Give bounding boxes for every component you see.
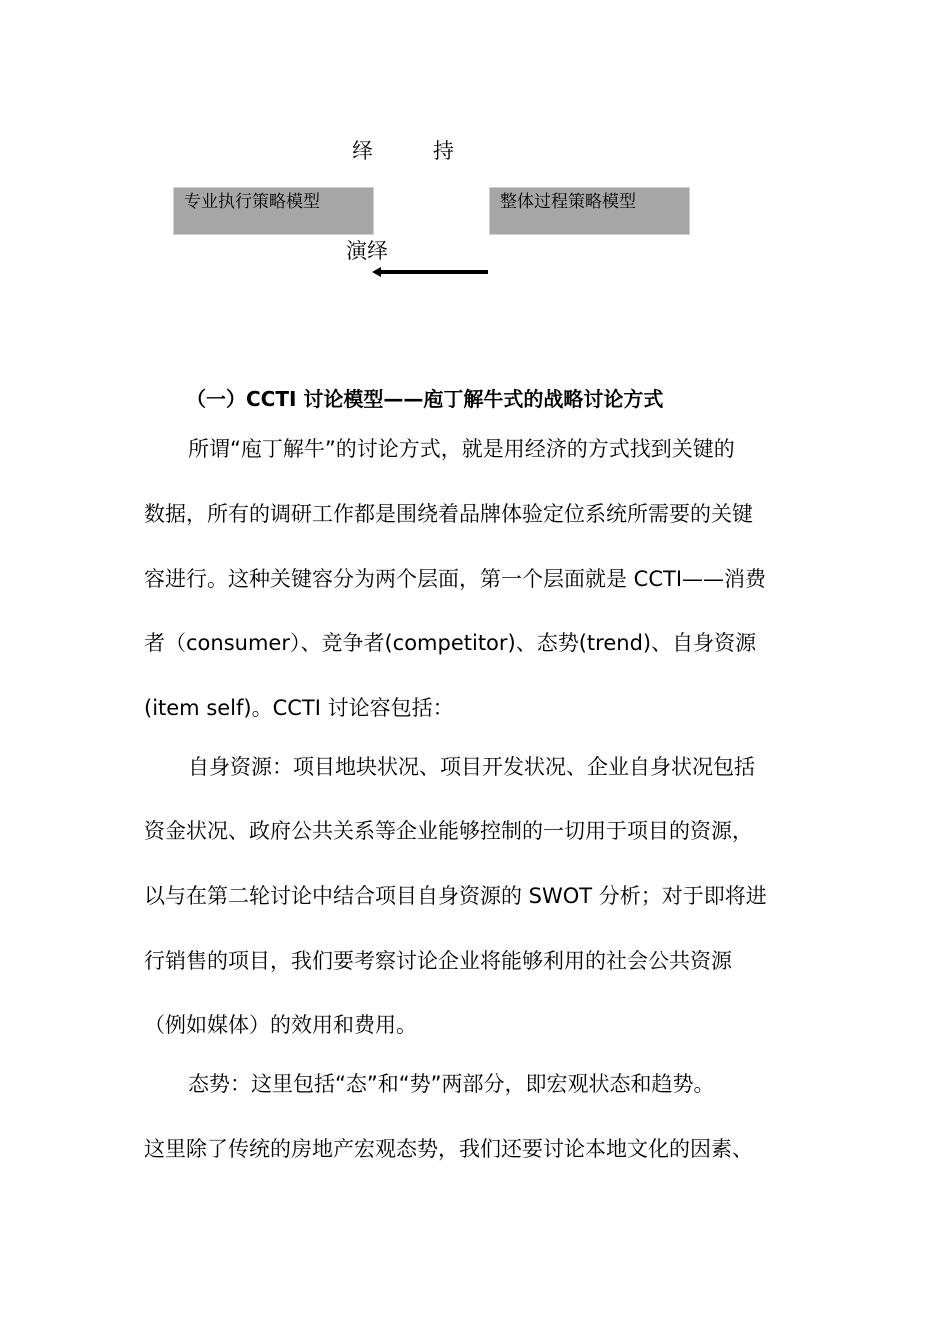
diagram-label-hold: 持 [433, 139, 454, 163]
paragraph-line: 这里除了传统的房地产宏观态势，我们还要讨论本地文化的因素、 [144, 1137, 753, 1161]
paragraph-line: 资金状况、政府公共关系等企业能够控制的一切用于项目的资源， [144, 819, 753, 843]
paragraph-line: 行销售的项目，我们要考察讨论企业将能够利用的社会公共资源 [144, 949, 732, 973]
paragraph-line: 态势：这里包括“态”和“势”两部分，即宏观状态和趋势。 [188, 1072, 715, 1096]
paragraph-line: 容进行。这种关键容分为两个层面，第一个层面就是 CCTI——消费 [144, 567, 767, 591]
paragraph-line: 者（consumer）、竞争者(competitor)、态势(trend)、自身资源 [144, 631, 757, 655]
paragraph-line: 以与在第二轮讨论中结合项目自身资源的 SWOT 分析；对于即将进 [144, 884, 767, 908]
diagram-label-deduce: 绎 [352, 139, 373, 163]
box-professional-execution-model: 专业执行策略模型 [173, 187, 374, 235]
paragraph-line: 自身资源：项目地块状况、项目开发状况、企业自身状况包括 [188, 755, 755, 779]
left-arrow-icon [370, 262, 492, 282]
paragraph-line: (item self)。CCTI 讨论容包括： [144, 696, 454, 720]
box-overall-process-model: 整体过程策略模型 [489, 187, 690, 235]
section-heading: （一）CCTI 讨论模型——庖丁解牛式的战略讨论方式 [186, 387, 664, 411]
paragraph-line: 所谓“庖丁解牛”的讨论方式，就是用经济的方式找到关键的 [188, 437, 735, 461]
strategy-diagram [0, 0, 950, 300]
paragraph-line: 数据，所有的调研工作都是围绕着品牌体验定位系统所需要的关键 [144, 502, 753, 526]
diagram-label-deduction: 演绎 [346, 239, 388, 263]
paragraph-line: （例如媒体）的效用和费用。 [144, 1013, 417, 1037]
